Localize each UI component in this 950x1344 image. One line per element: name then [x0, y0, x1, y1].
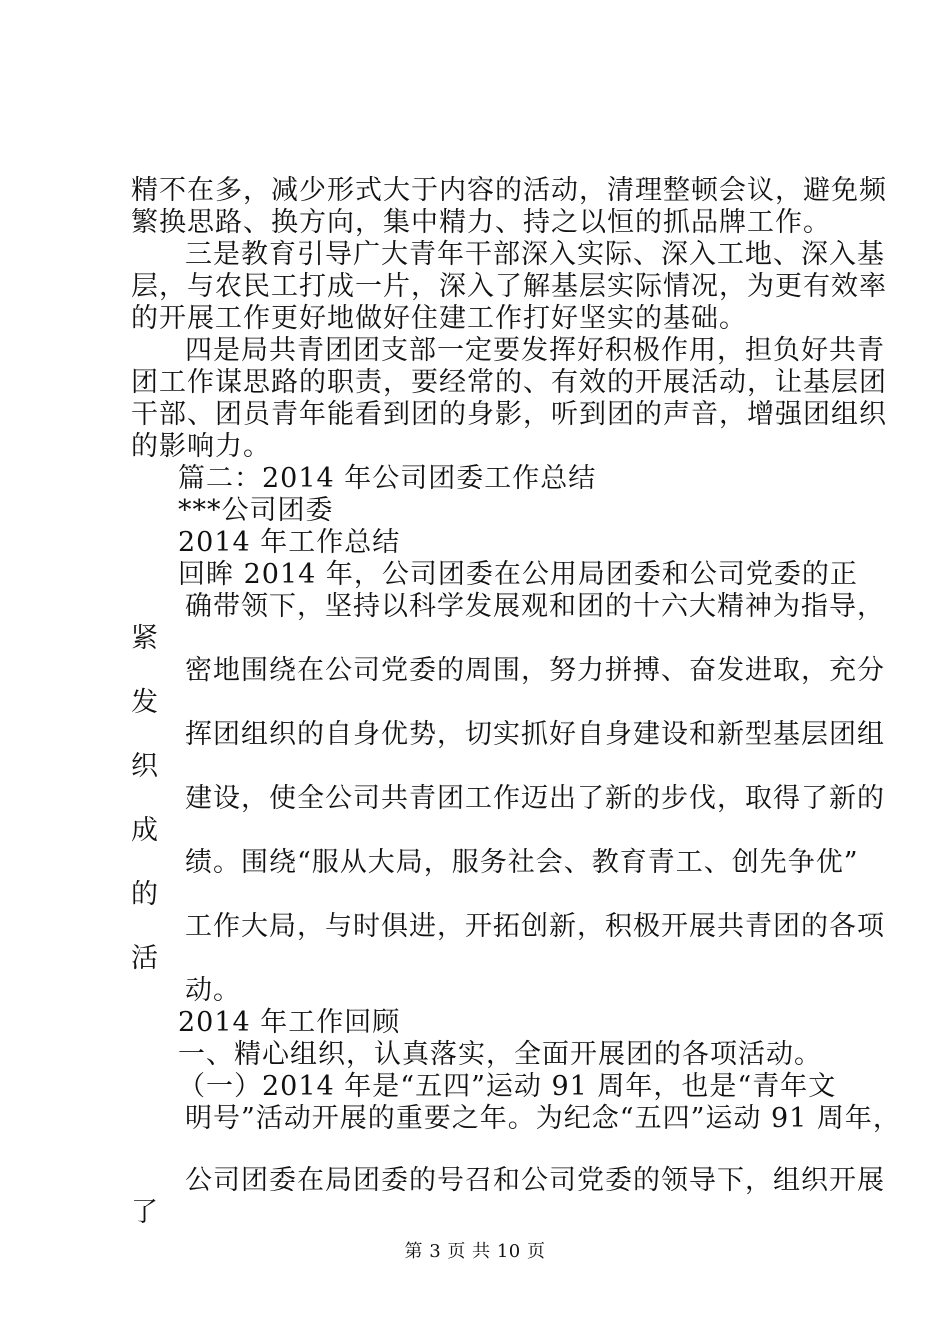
section-heading: 篇二：2014 年公司团委工作总结 — [178, 463, 597, 494]
text-line-7: 团工作谋思路的职责，要经常的、有效的开展活动，让基层团 — [131, 367, 887, 398]
text-line-6: 四是局共青团团支部一定要发挥好积极作用，担负好共青 — [185, 335, 885, 366]
text-line-21: 成 — [131, 815, 159, 846]
text-line-15: 紧 — [131, 623, 159, 654]
text-line-29: （一）2014 年是“五四”运动 91 周年，也是“青年文 — [178, 1071, 837, 1102]
text-line-4: 层，与农民工打成一片，深入了解基层实际情况，为更有效率 — [131, 271, 887, 302]
text-line-2: 繁换思路、换方向，集中精力、持之以恒的抓品牌工作。 — [131, 207, 831, 238]
text-line-17: 发 — [131, 687, 159, 718]
section-item-1: 一、精心组织，认真落实，全面开展团的各项活动。 — [178, 1039, 822, 1070]
text-line-24: 工作大局，与时俱进，开拓创新，积极开展共青团的各项 — [185, 911, 885, 942]
text-line-31: 公司团委在局团委的号召和公司党委的领导下，组织开展 — [185, 1165, 885, 1196]
text-line-25: 活 — [131, 943, 159, 974]
text-line-5: 的开展工作更好地做好住建工作打好坚实的基础。 — [131, 303, 747, 334]
text-line-23: 的 — [131, 879, 159, 910]
text-line-1: 精不在多，减少形式大于内容的活动，清理整顿会议，避免频 — [131, 175, 887, 206]
text-line-32: 了 — [131, 1197, 159, 1228]
text-line-26: 动。 — [185, 975, 241, 1006]
text-line-18: 挥团组织的自身优势，切实抓好自身建设和新型基层团组 — [185, 719, 885, 750]
review-heading: 2014 年工作回顾 — [178, 1007, 401, 1038]
page-footer: 第 3 页 共 10 页 — [404, 1241, 546, 1262]
text-line-19: 织 — [131, 751, 159, 782]
text-line-20: 建设，使全公司共青团工作迈出了新的步伐，取得了新的 — [185, 783, 885, 814]
text-line-16: 密地围绕在公司党委的周围，努力拼搏、奋发进取，充分 — [185, 655, 885, 686]
text-line-22: 绩。围绕“服从大局，服务社会、教育青工、创先争优” — [185, 847, 859, 878]
text-line-8: 干部、团员青年能看到团的身影，听到团的声音，增强团组织 — [131, 399, 887, 430]
text-line-3: 三是教育引导广大青年干部深入实际、深入工地、深入基 — [185, 239, 885, 270]
org-name: ***公司团委 — [178, 495, 334, 526]
text-line-30: 明号”活动开展的重要之年。为纪念“五四”运动 91 周年， — [185, 1103, 901, 1134]
summary-title: 2014 年工作总结 — [178, 527, 401, 558]
text-line-14: 确带领下，坚持以科学发展观和团的十六大精神为指导， — [185, 591, 885, 622]
text-line-13: 回眸 2014 年，公司团委在公用局团委和公司党委的正 — [178, 559, 858, 590]
text-line-9: 的影响力。 — [131, 431, 271, 462]
